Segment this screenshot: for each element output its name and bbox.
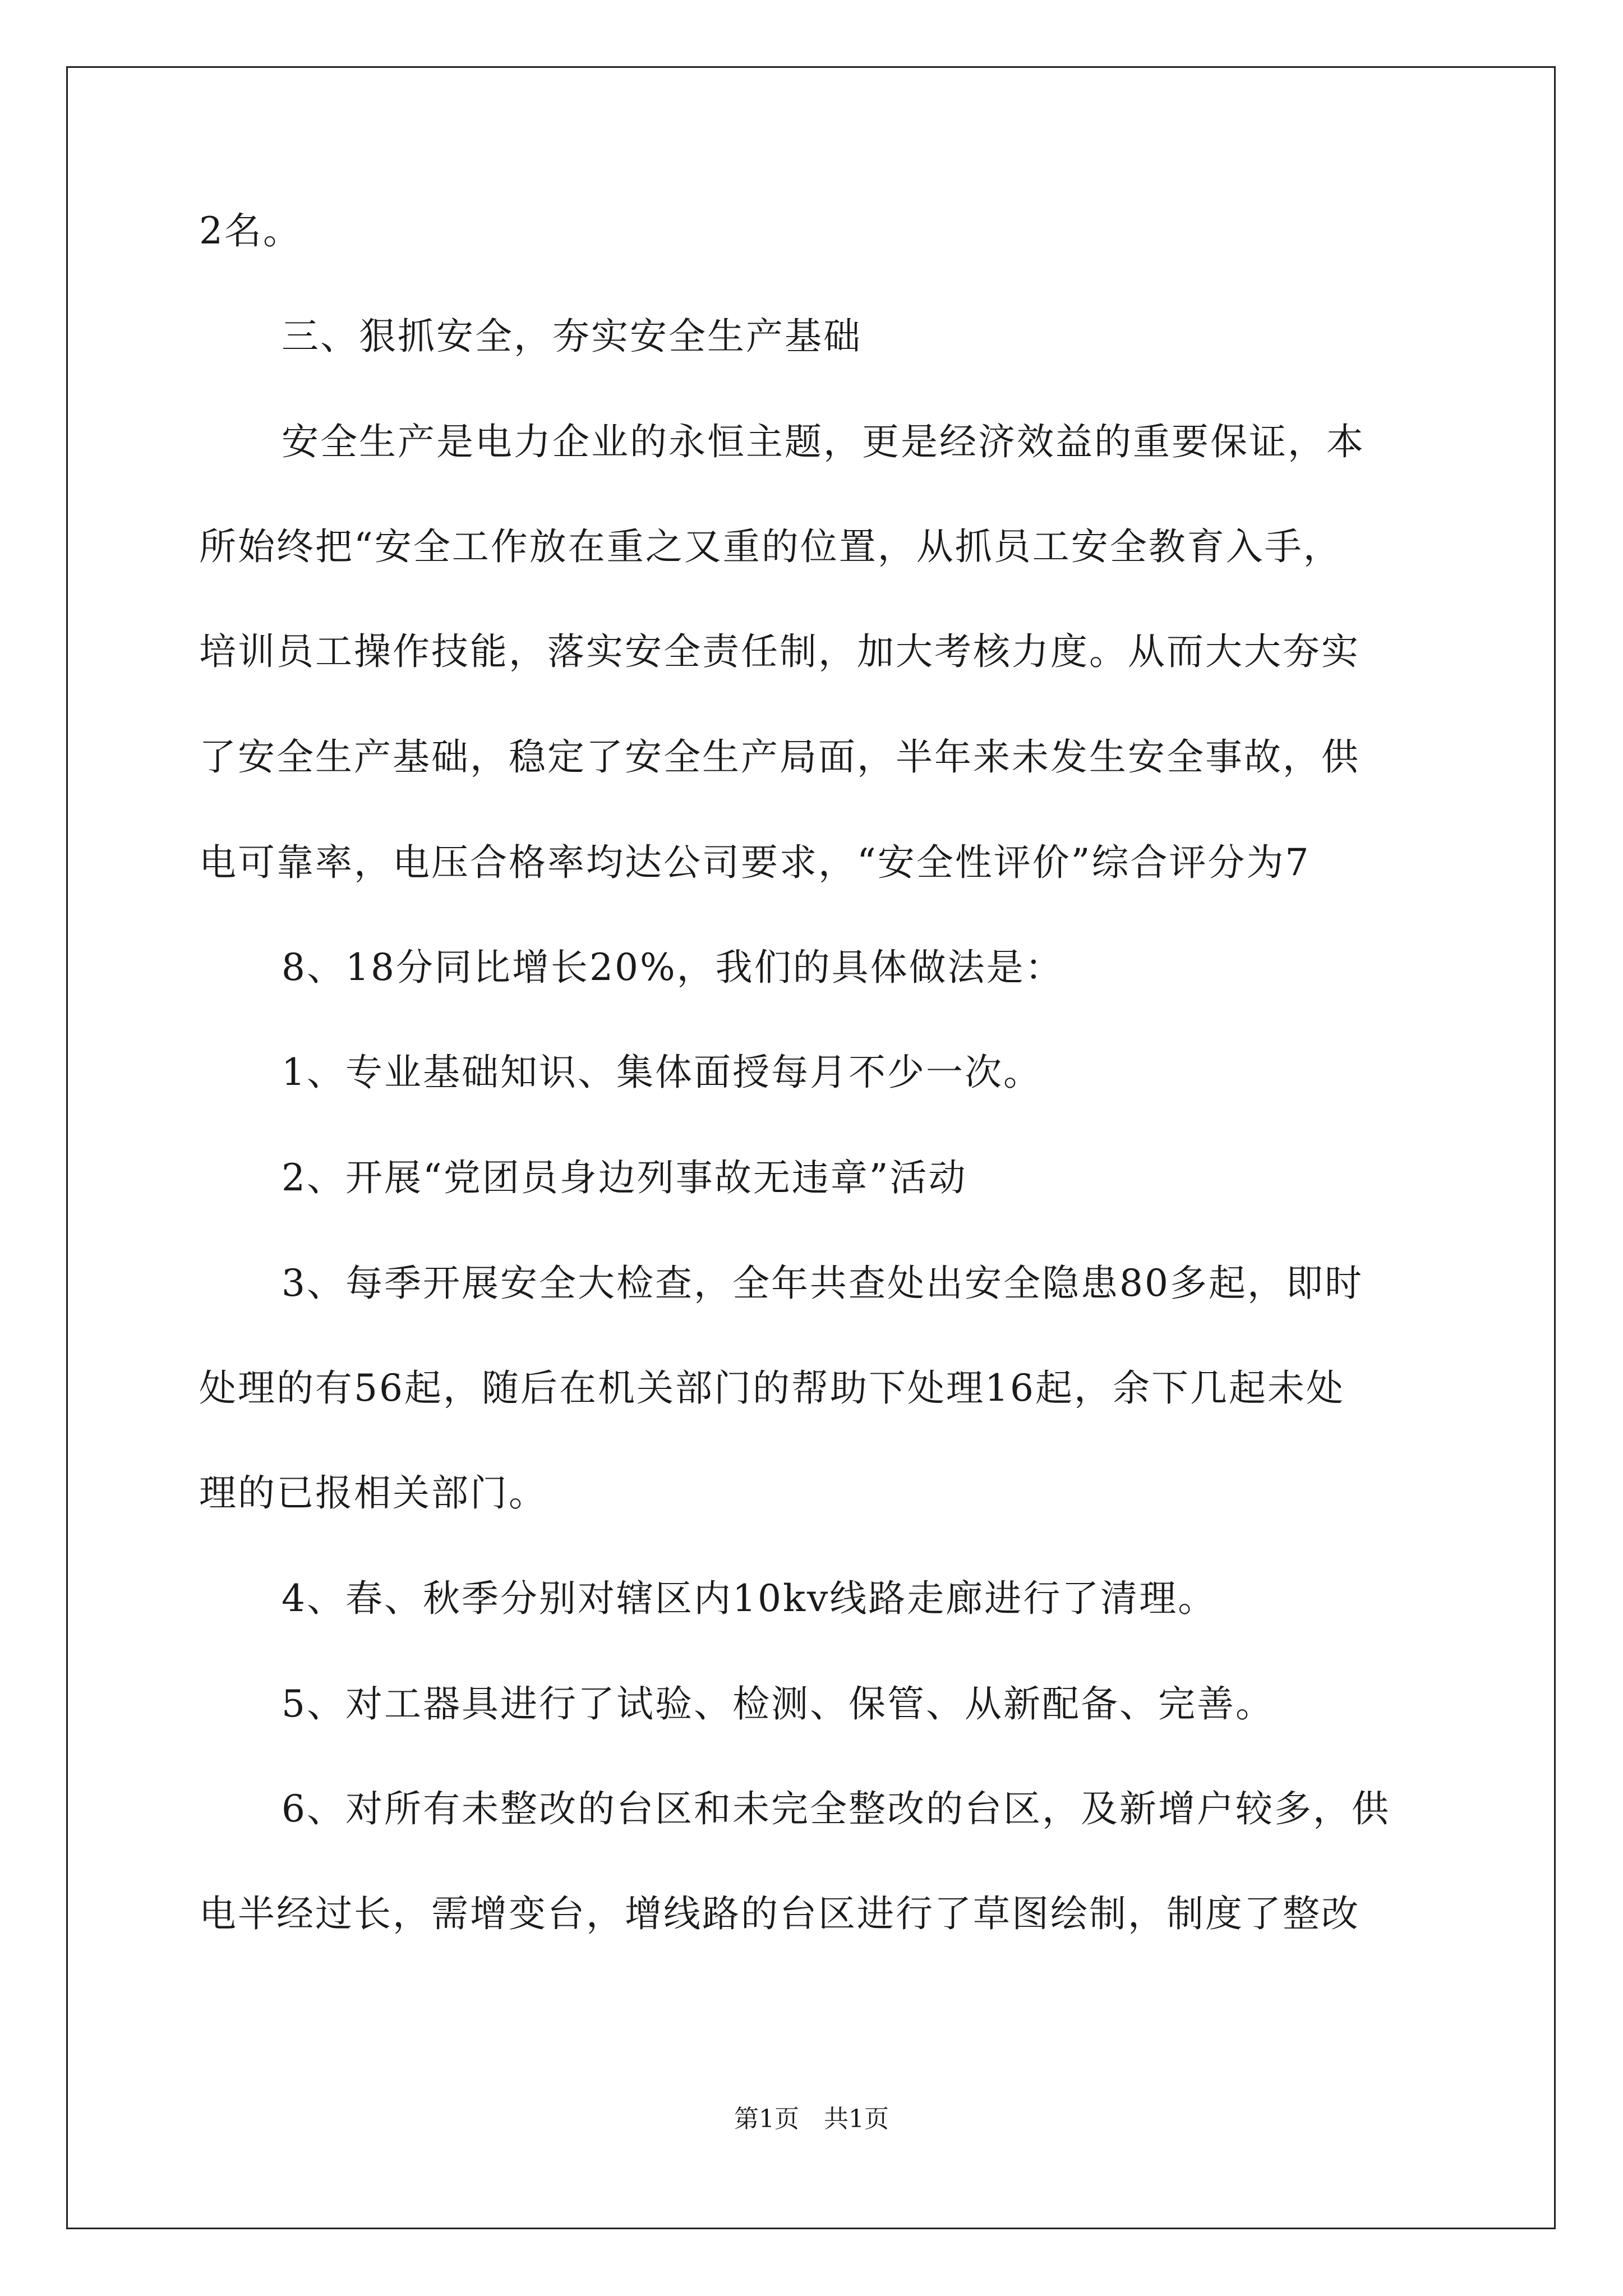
text-line: 2名。 bbox=[199, 209, 302, 252]
text-line: 安全生产是电力企业的永恒主题，更是经济效益的重要保证，本 bbox=[282, 420, 1365, 463]
list-item: 2、开展“党团员身边列事故无违章”活动 bbox=[282, 1156, 967, 1199]
text-line: 电半经过长，需增变台，增线路的台区进行了草图绘制，制度了整改 bbox=[199, 1892, 1360, 1935]
text-line: 理的已报相关部门。 bbox=[199, 1471, 547, 1515]
text-line: 处理的有56起，随后在机关部门的帮助下处理16起，余下几起未处 bbox=[199, 1366, 1345, 1410]
section-heading: 三、狠抓安全，夯实安全生产基础 bbox=[282, 315, 862, 358]
list-item: 5、对工器具进行了试验、检测、保管、从新配备、完善。 bbox=[282, 1682, 1274, 1726]
text-line: 了安全生产基础，稳定了安全生产局面，半年来未发生安全事故，供 bbox=[199, 735, 1360, 779]
text-line: 电可靠率，电压合格率均达公司要求，“安全性评价”综合评分为7 bbox=[199, 841, 1311, 884]
text-line: 8、18分同比增长20%，我们的具体做法是： bbox=[282, 946, 1064, 989]
page-number: 第1页 共1页 bbox=[734, 2105, 889, 2133]
text-line: 所始终把“安全工作放在重之又重的位置，从抓员工安全教育入手， bbox=[199, 525, 1342, 568]
list-item: 6、对所有未整改的台区和未完全整改的台区，及新增户较多，供 bbox=[282, 1787, 1390, 1830]
text-line: 培训员工操作技能，落实安全责任制，加大考核力度。从而大大夯实 bbox=[199, 630, 1360, 673]
list-item: 3、每季开展安全大检查，全年共查处出安全隐患80多起，即时 bbox=[282, 1262, 1363, 1305]
list-item: 1、专业基础知识、集体面授每月不少一次。 bbox=[282, 1051, 1042, 1094]
list-item: 4、春、秋季分别对辖区内10kv线路走廊进行了清理。 bbox=[282, 1577, 1217, 1620]
